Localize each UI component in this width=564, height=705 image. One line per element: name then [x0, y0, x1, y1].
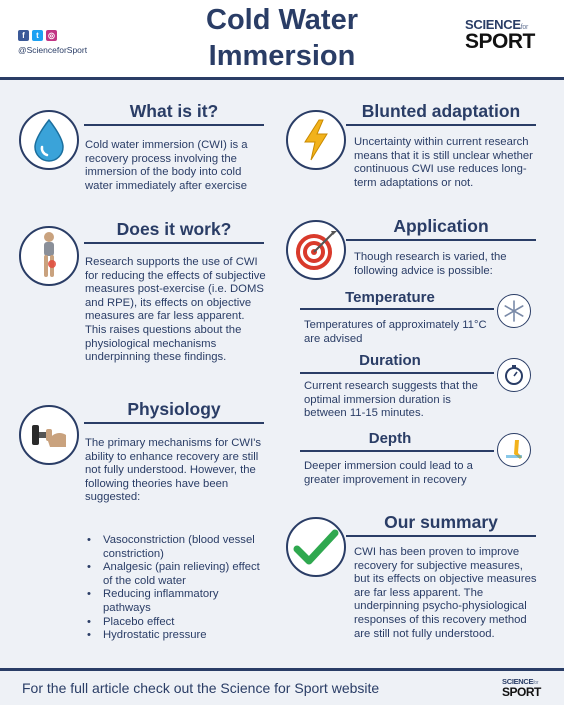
footer	[0, 668, 564, 705]
social-icons	[18, 30, 57, 41]
footer-link-text[interactable]: For the full article check out the Science for Sport website	[22, 680, 380, 696]
target-icon	[286, 220, 346, 280]
section-title-physiology: Physiology	[127, 399, 221, 419]
snowflake-icon	[497, 294, 531, 328]
list-item: • Placebo effect	[85, 616, 267, 630]
checkmark-icon	[286, 517, 346, 577]
section-title-what: What is it?	[129, 101, 219, 121]
dumbbell-arm-icon	[19, 405, 79, 465]
social-handle: @ScienceforSport	[18, 45, 88, 55]
lightning-bolt-icon	[286, 110, 346, 170]
logo-for: for	[520, 24, 528, 31]
list-item: • Analgesic (pain relieving) effect of the cold water	[85, 561, 267, 588]
section-rule	[84, 422, 264, 424]
physiology-bullet-list	[85, 534, 267, 643]
leg-depth-icon	[497, 433, 531, 467]
section-rule	[84, 124, 264, 126]
section-title-works: Does it work?	[116, 219, 232, 239]
section-rule	[84, 242, 264, 244]
subsection-text-temperature: Temperatures of approximately 11°C are advised	[304, 319, 487, 345]
logo-line-2: SPORT	[502, 685, 541, 699]
header	[0, 0, 564, 80]
section-text-summary: CWI has been proven to improve recovery for subjective measures, but its effects on objective measures are far less apparent. The underpinning psycho-physiological responses of this recovery method are still not fully understood.	[354, 546, 537, 640]
title-line-1: Cold Water	[206, 4, 358, 36]
subsection-text-duration: Current research suggests that the optimal immersion duration is between 11-15 minutes.	[304, 380, 478, 420]
page-title	[130, 2, 434, 74]
title-line-2: Immersion	[208, 40, 356, 72]
water-drop-icon	[19, 110, 79, 170]
list-item: • Hydrostatic pressure	[85, 629, 267, 643]
logo-line-1: SCIENCE	[502, 677, 534, 686]
subsection-title-depth: Depth	[368, 430, 412, 447]
section-rule	[300, 372, 494, 374]
section-text-application: Though research is varied, the following advice is possible:	[354, 251, 507, 277]
subsection-title-temperature: Temperature	[345, 289, 435, 306]
logo-line-2: SPORT	[465, 30, 535, 53]
section-title-summary: Our summary	[384, 512, 498, 532]
section-text-what: Cold water immersion (CWI) is a recovery process involving the immersion of the body into cold water immediately after exercise	[85, 139, 248, 192]
stopwatch-icon	[497, 358, 531, 392]
list-item: • Vasoconstriction (blood vessel constriction)	[85, 534, 267, 561]
section-rule	[346, 535, 536, 537]
facebook-icon[interactable]: f	[18, 30, 29, 41]
section-text-blunted: Uncertainty within current research means that it is still unclear whether continuous CWI use reduces long-term adaptations or not.	[354, 136, 533, 189]
brand-logo	[465, 18, 535, 52]
injured-leg-icon	[19, 226, 79, 286]
twitter-icon[interactable]: t	[32, 30, 43, 41]
section-title-blunted: Blunted adaptation	[361, 101, 521, 121]
footer-brand-logo	[502, 678, 541, 698]
section-rule	[346, 124, 536, 126]
subsection-title-duration: Duration	[359, 352, 421, 369]
instagram-icon[interactable]: ◎	[46, 30, 57, 41]
section-rule	[300, 450, 494, 452]
section-rule	[300, 308, 494, 310]
subsection-text-depth: Deeper immersion could lead to a greater improvement in recovery	[304, 460, 473, 486]
section-text-physiology: The primary mechanisms for CWI's ability to enhance recovery are still not fully understood. However, the following theories have been suggested:	[85, 437, 262, 504]
section-title-application: Application	[393, 216, 489, 236]
logo-line-1: SCIENCE	[465, 17, 521, 32]
list-item: • Reducing inflammatory pathways	[85, 588, 267, 615]
section-text-works: Research supports the use of CWI for reducing the effects of subjective measures post-exercise (i.e. DOMS and RPE), its effects on objective measures are far less apparent. This raises questions about the physiological mechanisms underpinning these findings.	[85, 256, 266, 364]
logo-for: for	[533, 680, 539, 686]
section-rule	[346, 239, 536, 241]
